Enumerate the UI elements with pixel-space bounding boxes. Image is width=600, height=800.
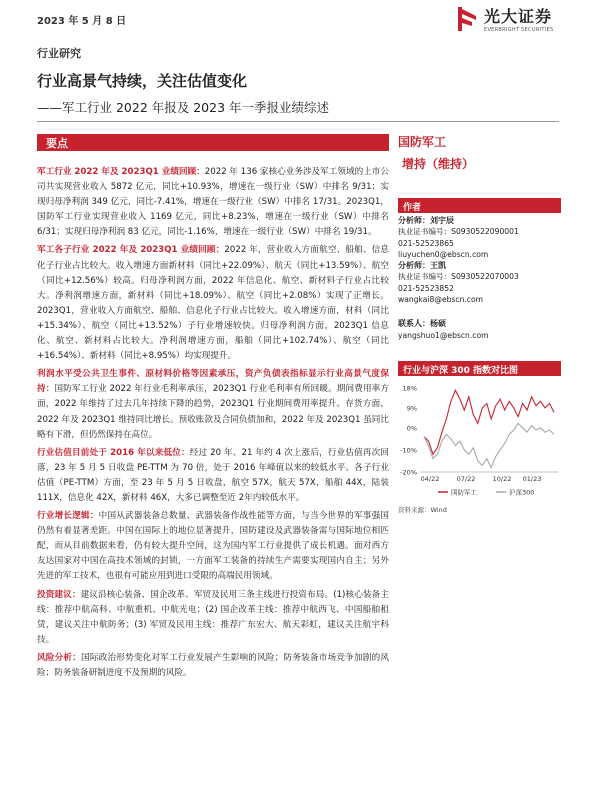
paragraph-text: 核心装备主线：推荐中航高科、中航重机、中航光电；(2) 国企改革主线：推荐: [37, 589, 389, 615]
paragraph-text: 年内较低水平。: [244, 492, 305, 503]
paragraph-text: 合同负债加和，2022 年及 2023Q1 虽同比略有下滑，但仍然保持在高位。: [37, 414, 390, 440]
keypoints-header: 要点: [37, 134, 389, 151]
chart-svg: [398, 384, 561, 499]
paragraph-lead: 行业估值目前处于 2016 年以来低位：: [37, 447, 190, 458]
sidebar: [398, 134, 561, 514]
keypoint-paragraph: [37, 446, 389, 506]
paragraph-text: 子行业增速较快。归母净利润方面，2023Q1 信息化、航空、新材料占比较大。: [37, 320, 389, 347]
paragraph-text: 净利润增速方面，船舶（同比+102.74%）、航空（同比+16.54%）、新材料（同: [37, 336, 389, 362]
report-date: 2023 年 5 月 8 日: [37, 16, 127, 27]
keypoint-paragraph: [37, 588, 389, 648]
y-tick-label: 18%: [402, 384, 417, 393]
analyst-email[interactable]: liuyuchen0@ebscn.com: [398, 249, 489, 259]
report-subtitle: ——军工行业 2022 年报及 2023 年一季报业绩综述: [37, 100, 330, 115]
contact-block: [398, 318, 561, 341]
analyst-cert: 执业证书编号：S0930522090001: [398, 227, 519, 237]
paragraph-text: 回暖。期间费用率方面，2022 年维持了过去几年持续下降的趋势，2023Q1 行: [37, 384, 389, 410]
index-comparison-chart: [398, 384, 561, 503]
y-tick-label: -10%: [400, 446, 417, 455]
keypoint-paragraph: [37, 367, 389, 442]
paragraph-text: 航空、新材料子行业占比较大。净利润增速方面，新材料（同比+18.09%）、航空: [37, 275, 389, 301]
paragraph-text: 宏大、航天彩虹，建议关注航宇科技。: [37, 619, 389, 645]
y-tick-label: 9%: [406, 404, 417, 413]
paragraph-text: 到进口受限的高端民用领域。: [165, 571, 278, 582]
analyst-cert: 执业证书编号：S0930522070003: [398, 272, 519, 282]
paragraph-text: 的上市公司共实现营业收入 5872 亿元，同比+10.93%，增速在一级行业（SW）: [37, 167, 389, 193]
everbright-logo-icon: [456, 7, 478, 31]
paragraph-text: 国际政治形势变化对军工行业发展产生影响的风险；防务装备市场竞: [81, 652, 346, 663]
chart-header: 行业与沪深 300 指数对比图: [398, 361, 561, 376]
paragraph-lead: 军工各子行业 2022 年及 2023Q1 业绩回顾：: [37, 245, 225, 256]
keypoint-paragraph: [37, 165, 389, 240]
paragraph-lead: 行业增长逻辑：: [37, 511, 99, 522]
analyst-block-2: [398, 260, 561, 305]
y-tick-label: 0%: [406, 424, 417, 433]
series-line-csi300: [424, 423, 554, 467]
x-tick-label: 04/22: [420, 474, 440, 483]
paragraph-text: 工行业提供了成长机遇。面对西方友达国家对中国在高技术领域的封锁，一方面: [37, 541, 389, 567]
paragraph-text: 建议沿核心装备、国企改革、军贸及民用三条主线进行投资布局。(1): [80, 589, 346, 600]
paragraph-text: 2022 年，营业收入方面航空、船: [224, 245, 355, 256]
legend-label: 国防军工: [451, 488, 477, 497]
brand-name-en: EVERBRIGHT SECURITIES: [484, 27, 554, 33]
paragraph-text: 争加剧的风险；防务装备研制进度不及预期的风险。: [37, 652, 389, 678]
x-tick-label: 07/22: [456, 474, 476, 483]
contact-email[interactable]: yangshuo1@ebscn.com: [398, 330, 489, 340]
paragraph-lead: 投资建议：: [37, 589, 81, 600]
keypoint-paragraph: [37, 509, 389, 584]
keypoint-paragraph: [37, 243, 389, 364]
contact-name: 联系人：杨硕: [398, 319, 446, 329]
paragraph-text: （同比+2.08%）实现了正增长。2023Q1，营业收入方面航空、船舶、信息化子: [37, 290, 389, 316]
paragraph-text: 业期间费用率提升。存货方面，2022 年及 2023Q1 维持同比增长。预收账款及: [37, 399, 389, 425]
paragraph-text: 的军事强国仍然有着显著差距。中国在国际上的地位显著提升，国防建设及武器: [37, 511, 389, 537]
header-divider: [37, 121, 559, 122]
paragraph-text: 低水平。各子行业估值（PE-TTM）方面，至 23 年 5 月 5 日收盘，航空 57X，: [37, 462, 389, 488]
paragraph-text: 比+13.59%）、航空（同比+12.56%）较高。归母净利润方面，2022 年信息化、: [37, 260, 389, 286]
brand-logo: [456, 4, 553, 33]
paragraph-text: 舶、信息化子行业占比较大。收入增速方面新材料（同比+22.09%）、航天（同: [37, 245, 389, 271]
paragraph-text: 装备需与国际地位相匹配，而从目前数据来看，仍有较大提升空间，这为国内军: [37, 526, 389, 552]
paragraph-text: 军工装备的持续生产需要实现国内自主；另外先进的军工技术，也很有可能应用: [37, 556, 389, 582]
industry-rating: 增持（维持）: [402, 157, 475, 171]
analyst-phone: 021-52523852: [398, 283, 454, 293]
series-line-defense: [424, 390, 554, 454]
x-tick-label: 10/22: [492, 474, 512, 483]
paragraph-text: 中排名 17/31。2023Q1，国防军工行业实现营业收入 1169 亿元，同比+8.23%，: [37, 197, 389, 223]
analyst-email[interactable]: wangkai8@ebscn.com: [398, 295, 484, 305]
brand-name: 光大证券: [484, 7, 553, 26]
paragraph-lead: 利润水平受公共卫生事件、原材料价格等因素承压，资产负债表指标显示行业高景气度保持：: [37, 369, 389, 395]
analyst-phone: 021-52523865: [398, 238, 454, 248]
industry-name: 国防军工: [398, 135, 447, 149]
analyst-block-1: [398, 215, 561, 260]
paragraph-text: 行业占比较大。收入增速方面，材料（同比+15.34%）、航空（同比+13.52%）: [37, 305, 389, 331]
keypoints-body: [37, 165, 389, 684]
paragraph-text: 航天 57X，船舶 44X，陆装 111X，信息化 42X，新材料 46X，大多已调整至近 2: [37, 477, 389, 503]
y-tick-label: -20%: [400, 468, 417, 477]
analyst-name: 分析师：王凯: [398, 261, 446, 271]
paragraph-text: 中国从武器装备总数量、武器装备作战性能等方面，与当今世界: [98, 511, 346, 522]
paragraph-text: 中航西飞、中国船舶租赁，建议关注中航防务；(3) 军贸及民用主线：推荐广东: [37, 604, 389, 630]
paragraph-lead: 风险分析：: [37, 652, 82, 663]
x-tick-label: 01/23: [522, 474, 542, 483]
paragraph-text: 增速在一级行业（SW）中排名 19/31。: [223, 227, 377, 238]
report-title: 行业高景气持续，关注估值变化: [37, 72, 248, 90]
paragraph-lead: 军工行业 2022 年及 2023Q1 业绩回顾：: [37, 167, 205, 177]
chart-source: 资料来源：Wind: [398, 505, 447, 514]
paragraph-text: 经过 20 年、21 年约 4 次上涨后，行业估: [189, 447, 355, 458]
paragraph-text: 中排名 9/31；实现归母净利润 349 亿元，同比-7.41%，增速在一级行业（SW）: [37, 182, 389, 208]
authors-header: 作者: [398, 198, 561, 213]
legend-label: 沪深300: [509, 488, 535, 497]
keypoint-paragraph: [37, 651, 389, 681]
paragraph-text: 比+8.95%）均实现提升。: [132, 351, 237, 362]
report-category: 行业研究: [37, 47, 81, 60]
paragraph-text: 2022 年 136 家核心业务涉及军工领域: [204, 167, 355, 177]
analyst-name: 分析师：刘宇辰: [398, 216, 454, 225]
paragraph-text: 增速在一级行业（SW）中排名 6/31；实现归母净利润 83 亿元，同比-1.16%，: [37, 212, 389, 238]
paragraph-text: 值再次回落，23 年 5 月 5 日收盘 PE-TTM 为 70 倍，处于 2016 年峰值以来的较: [37, 447, 389, 473]
paragraph-text: 国防军工行业 2022 年行业毛利率承压，2023Q1 行业毛利率有所: [54, 384, 311, 395]
